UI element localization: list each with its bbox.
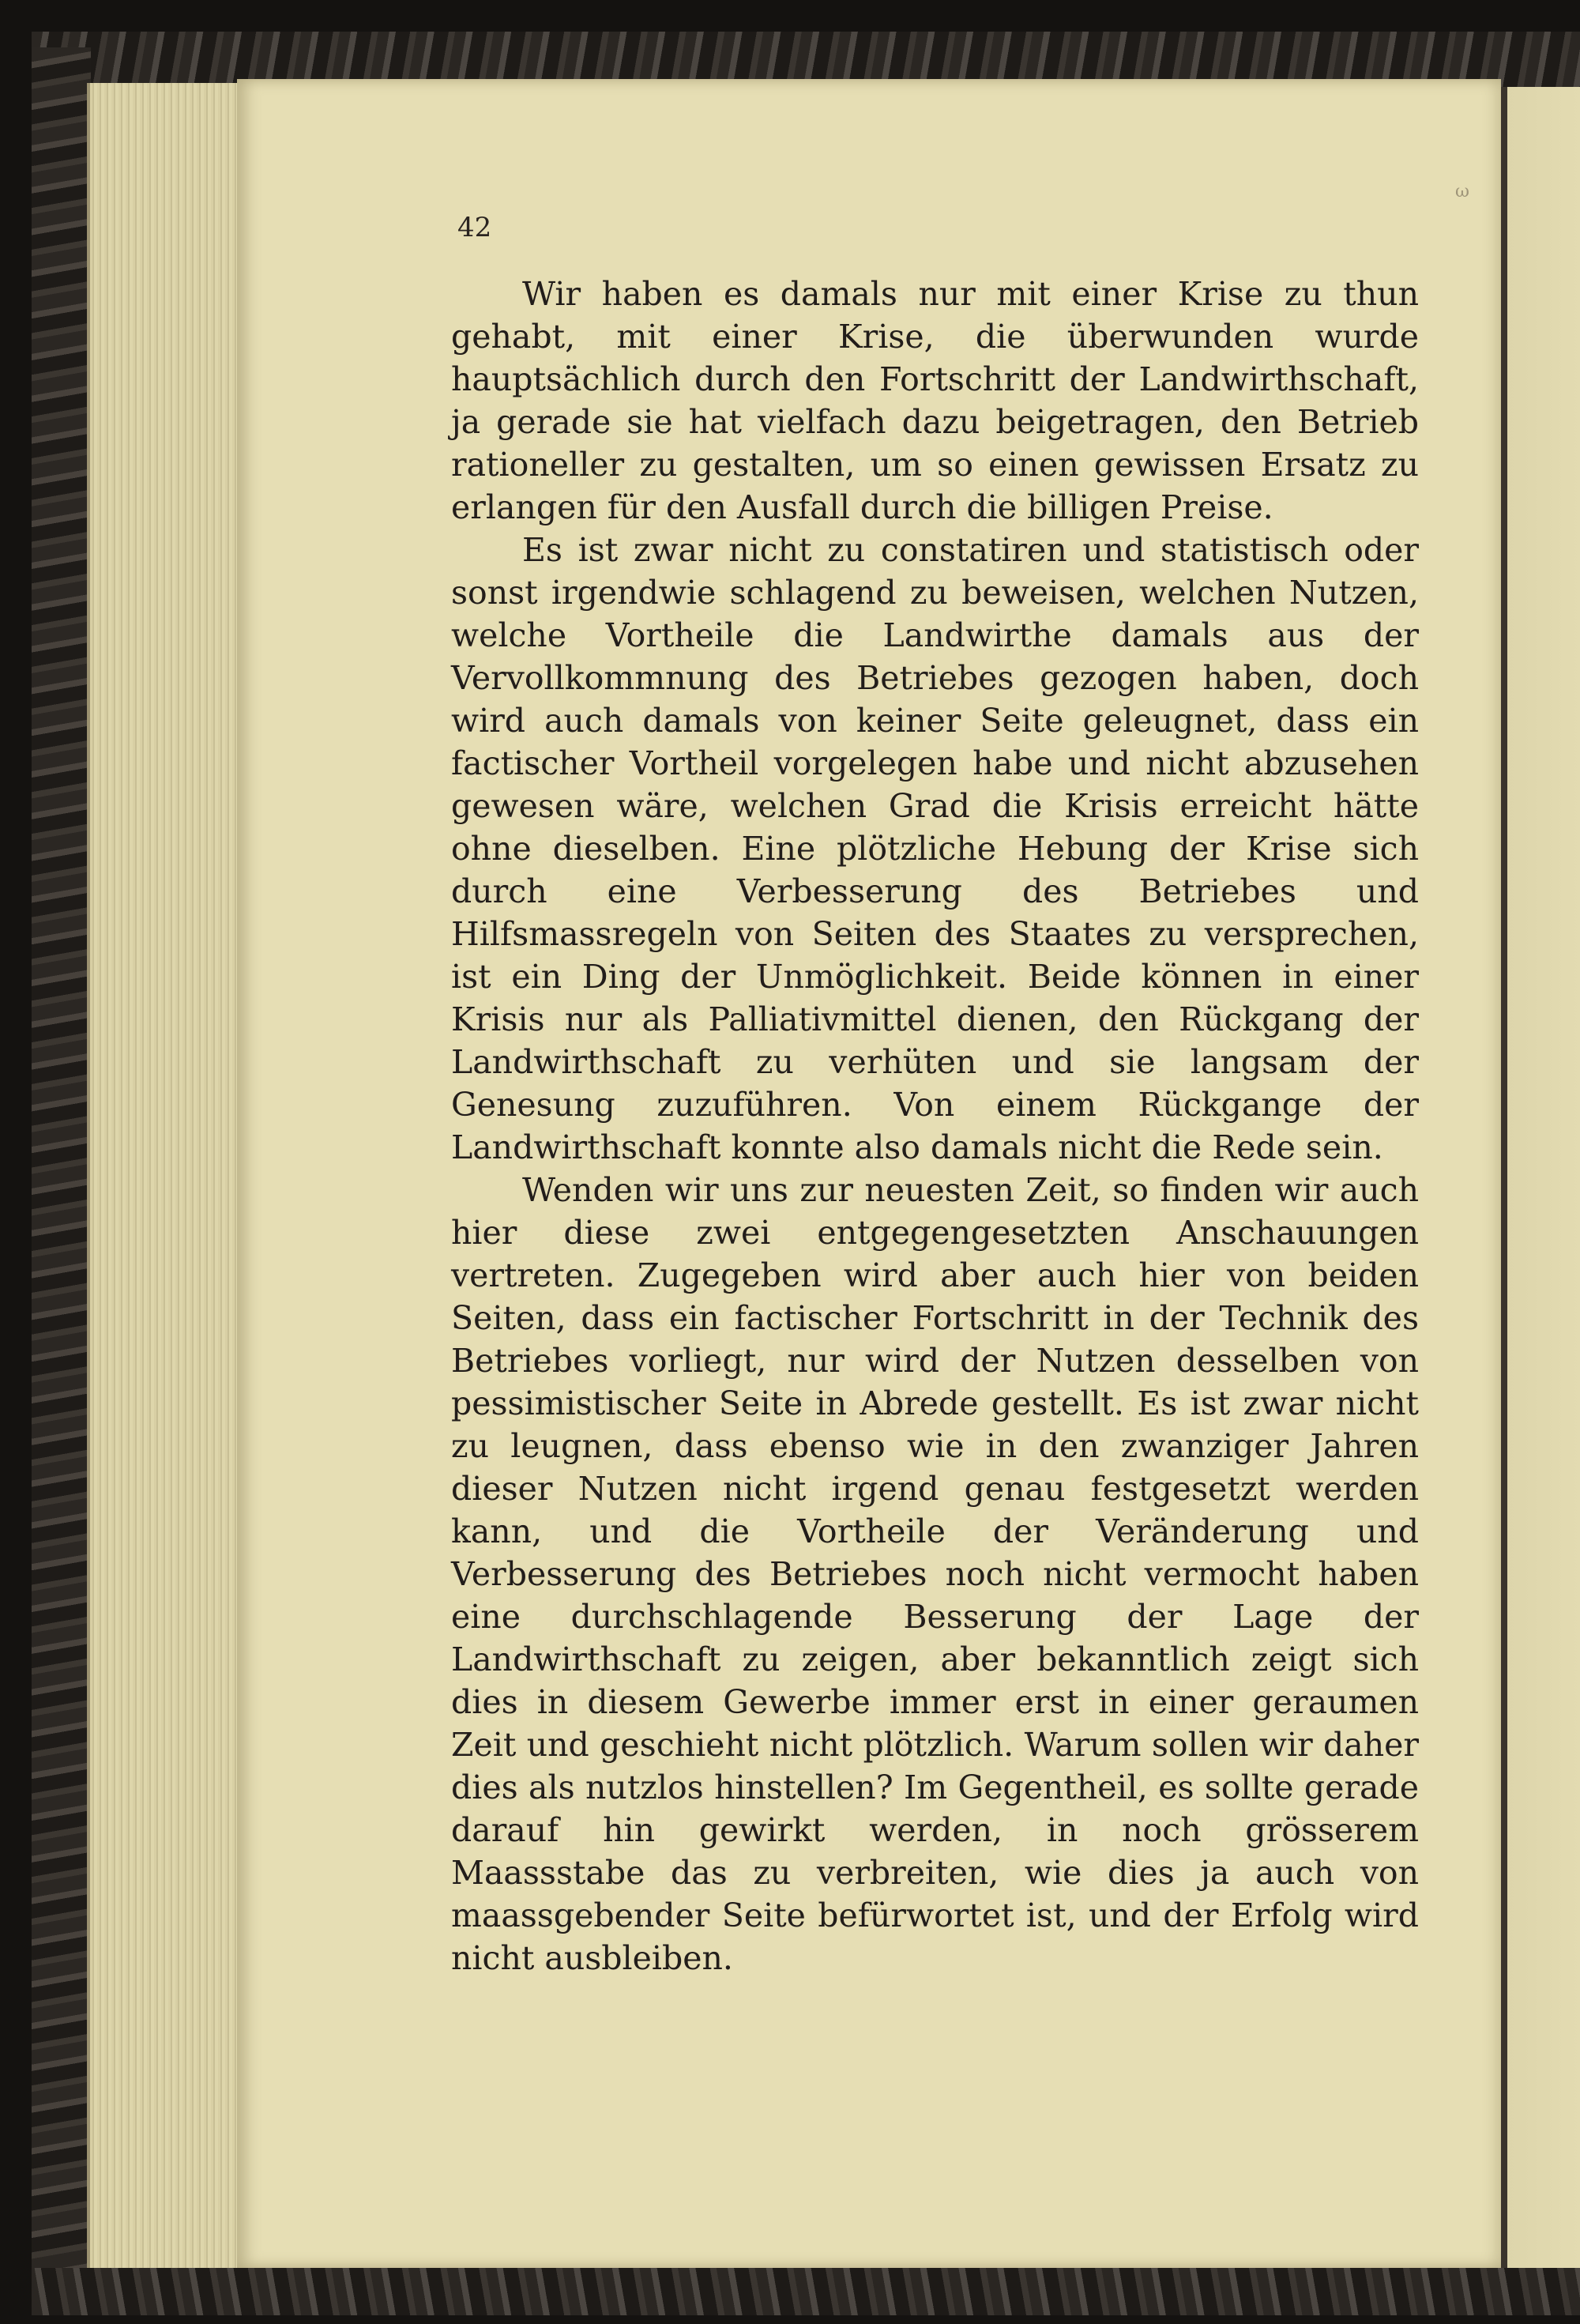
paragraph-3: Wenden wir uns zur neuesten Zeit, so finden wir auch hier diese zwei entgegengesetzten Anschauungen vertreten. Zugegeben wird aber auch hier von beiden Seiten, dass ein factischer Fortschritt in der Technik des Betriebes vorliegt, nur wird der Nutzen desselben von pessimistischer Seite in Abrede gestellt. Es ist zwar nicht zu leugnen, dass ebenso wie in den zwanziger Jahren dieser Nutzen nicht irgend genau festgesetzt werden kann, und die Vortheile der Veränderung und Verbesserung des Betriebes noch nicht vermocht haben eine durchschlagende Besserung der Lage der Landwirthschaft zu zeigen, aber bekanntlich zeigt sich dies in diesem Gewerbe immer erst in einer geraumen Zeit und geschieht nicht plötzlich. Warum sollen wir daher dies als nutzlos hinstellen? Im Gegentheil, es sollte gerade darauf hin gewirkt werden, in noch grösserem Maassstabe das zu verbreiten, wie dies ja auch von maassgebender Seite befürwortet ist, und der Erfolg wird nicht ausbleiben. [451,1171,1419,1977]
book-cover-bottom [32,2268,1580,2315]
book-cover-left [32,47,91,2292]
body-text [451,273,1419,1979]
page-number: 42 [457,212,492,243]
page-stack-edge [87,83,248,2268]
facing-page-edge [1501,87,1580,2268]
paragraph-1: Wir haben es damals nur mit einer Krise zu thun gehabt, mit einer Krise, die überwunden wurde hauptsächlich durch den Fortschritt der Landwirthschaft, ja gerade sie hat vielfach dazu beigetragen, den Betrieb rationeller zu gestalten, um so einen gewissen Ersatz zu erlangen für den Ausfall durch die billigen Preise. [451,275,1419,526]
margin-mark: ω [1455,182,1469,202]
paragraph-2: Es ist zwar nicht zu constatiren und statistisch oder sonst irgendwie schlagend zu beweisen, welchen Nutzen, welche Vortheile die Landwirthe damals aus der Vervollkommnung des Betriebes gezogen haben, doch wird auch damals von keiner Seite geleugnet, dass ein factischer Vortheil vorgelegen habe und nicht abzusehen gewesen wäre, welchen Grad die Krisis erreicht hätte ohne dieselben. Eine plötzliche Hebung der Krise sich durch eine Verbesserung des Betriebes und Hilfsmassregeln von Seiten des Staates zu versprechen, ist ein Ding der Unmöglichkeit. Beide können in einer Krisis nur als Palliativmittel dienen, den Rückgang der Landwirthschaft zu verhüten und sie langsam der Genesung zuzuführen. Von einem Rückgange der Landwirthschaft konnte also damals nicht die Rede sein. [451,531,1419,1166]
